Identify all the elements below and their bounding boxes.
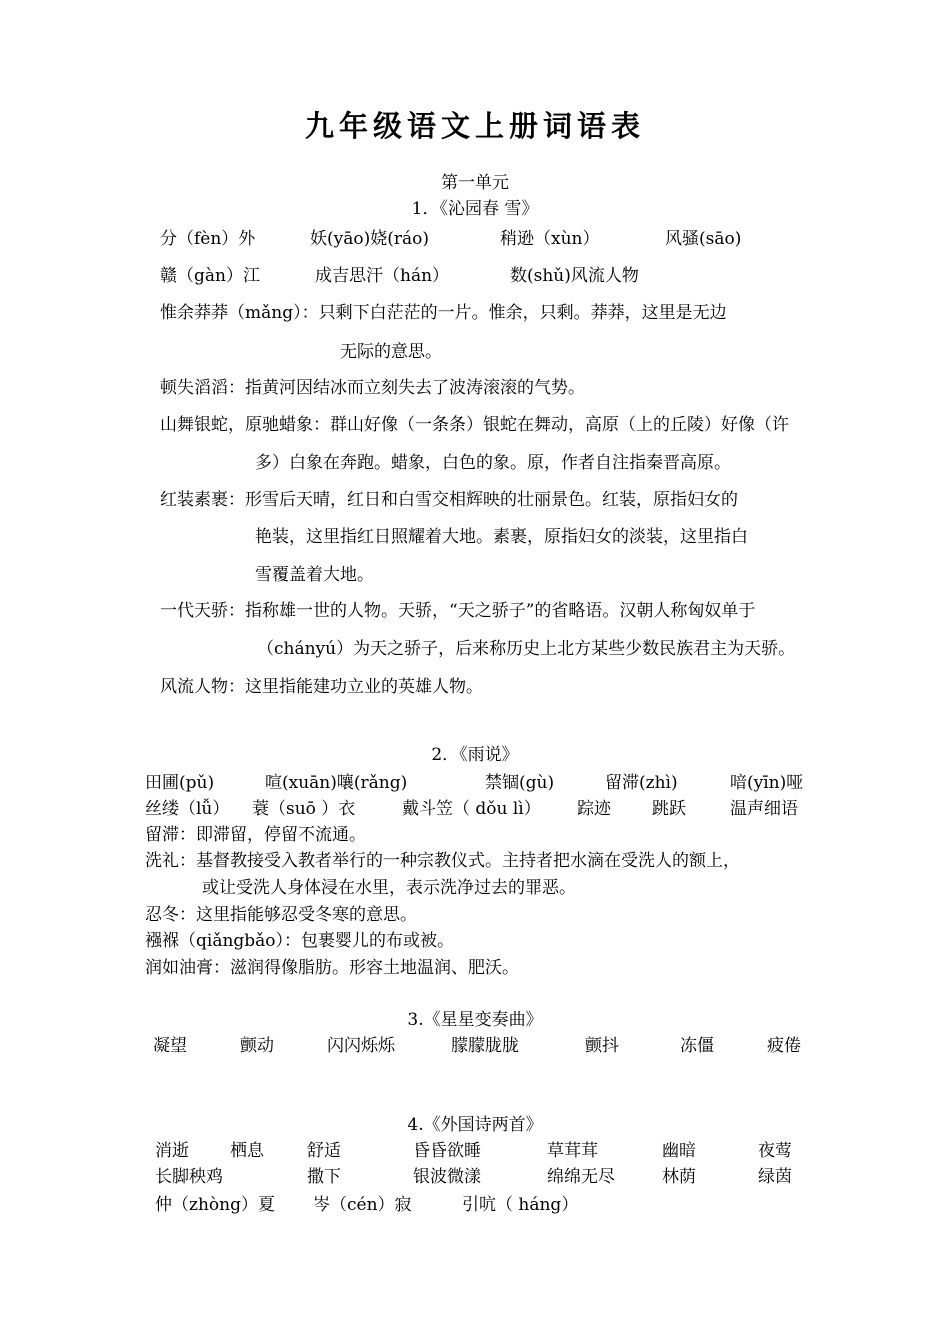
vocab-word: 田圃(pǔ) <box>145 773 215 793</box>
lesson-4-words-row-1 <box>0 1136 950 1160</box>
lesson-1-words-row-1 <box>0 224 950 248</box>
vocab-word: 留滞(zhì) <box>605 773 678 793</box>
lesson-2-words-row-2 <box>0 794 950 818</box>
definition-line: 红装素裹：形雪后天晴，红日和白雪交相辉映的壮丽景色。红装，原指妇女的 <box>160 490 738 510</box>
vocab-word: 仲（zhòng）夏 <box>155 1195 275 1215</box>
vocab-word: 朦朦胧胧 <box>451 1036 519 1056</box>
lesson-4-words-row-3 <box>0 1190 950 1214</box>
definition-line: 山舞银蛇，原驰蜡象：群山好像（一条条）银蛇在舞动，高原（上的丘陵）好像（许 <box>160 415 789 435</box>
lesson-3-heading: 3.《星星变奏曲》 <box>407 1010 543 1030</box>
vocab-word: 禁锢(gù) <box>485 773 555 793</box>
vocab-word: 妖(yāo)娆(ráo) <box>310 229 429 249</box>
definition-line: 风流人物：这里指能建功立业的英雄人物。 <box>160 677 483 697</box>
unit-heading: 第一单元 <box>441 173 509 193</box>
vocab-word: 颤动 <box>240 1036 274 1056</box>
vocab-word: 岑（cén）寂 <box>313 1195 412 1215</box>
vocab-word: 跳跃 <box>652 799 686 819</box>
vocab-word: 昏昏欲睡 <box>413 1141 481 1161</box>
vocab-word: 引吭（ háng） <box>462 1195 579 1215</box>
vocab-word: 蓑（suō ）衣 <box>252 799 356 819</box>
vocab-word: 喑(yīn)哑 <box>730 773 804 793</box>
definition-line: 雪覆盖着大地。 <box>255 565 374 585</box>
lesson-1-words-row-2 <box>0 261 950 285</box>
vocab-word: 林荫 <box>662 1167 696 1187</box>
definition-line: 洗礼：基督教接受入教者举行的一种宗教仪式。主持者把水滴在受洗人的额上， <box>145 851 740 871</box>
definition-line: 或让受洗人身体浸在水里，表示洗净过去的罪恶。 <box>202 878 576 898</box>
vocab-word: 凝望 <box>153 1036 187 1056</box>
vocab-word: 戴斗笠（ dǒu lì） <box>402 799 541 819</box>
vocab-word: 丝缕（lǚ） <box>145 799 230 819</box>
vocab-word: 分（fèn）外 <box>160 229 256 249</box>
lesson-2-words-row-1 <box>0 768 950 792</box>
definition-line: 惟余莽莽（mǎng）：只剩下白茫茫的一片。惟余，只剩。莽莽，这里是无边 <box>160 303 727 323</box>
lesson-3-words-row <box>0 1031 950 1055</box>
vocab-word: 成吉思汗（hán） <box>315 266 450 286</box>
lesson-4-heading: 4.《外国诗两首》 <box>407 1115 543 1135</box>
vocab-word: 舒适 <box>307 1141 341 1161</box>
vocab-word: 稍逊（xùn） <box>500 229 600 249</box>
vocab-word: 绵绵无尽 <box>547 1167 615 1187</box>
vocab-word: 闪闪烁烁 <box>327 1036 395 1056</box>
vocab-word: 颤抖 <box>585 1036 619 1056</box>
vocab-word: 银波微漾 <box>413 1167 481 1187</box>
definition-line: 无际的意思。 <box>340 342 442 362</box>
vocab-word: 消逝 <box>155 1141 189 1161</box>
vocab-word: 疲倦 <box>767 1036 801 1056</box>
definition-line: 一代天骄：指称雄一世的人物。天骄，“天之骄子”的省略语。汉朝人称匈奴单于 <box>160 601 756 621</box>
vocab-word: 长脚秧鸡 <box>155 1167 223 1187</box>
vocab-word: 风骚(sāo) <box>665 229 742 249</box>
vocab-word: 绿茵 <box>758 1167 792 1187</box>
definition-line: 艳装，这里指红日照耀着大地。素裹，原指妇女的淡装，这里指白 <box>255 527 748 547</box>
vocab-word: 数(shǔ)风流人物 <box>510 266 639 286</box>
vocab-word: 夜莺 <box>758 1141 792 1161</box>
vocab-word: 踪迹 <box>577 799 611 819</box>
lesson-4-words-row-2 <box>0 1162 950 1186</box>
vocab-word: 撒下 <box>307 1167 341 1187</box>
vocab-word: 冻僵 <box>680 1036 714 1056</box>
definition-line: 留滞：即滞留，停留不流通。 <box>145 825 366 845</box>
vocab-word: 喧(xuān)嚷(rǎng) <box>265 773 408 793</box>
lesson-2-heading: 2．《雨说》 <box>431 745 519 765</box>
definition-line: 多）白象在奔跑。蜡象，白色的象。原，作者自注指秦晋高原。 <box>255 453 731 473</box>
definition-line: （chányú）为天之骄子，后来称历史上北方某些少数民族君主为天骄。 <box>257 639 796 659</box>
page-title: 九年级语文上册词语表 <box>304 109 645 143</box>
vocab-word: 草茸茸 <box>547 1141 598 1161</box>
definition-line: 顿失滔滔：指黄河因结冰而立刻失去了波涛滚滚的气势。 <box>160 378 585 398</box>
vocab-word: 赣（gàn）江 <box>160 266 260 286</box>
vocab-word: 温声细语 <box>730 799 798 819</box>
vocab-word: 幽暗 <box>662 1141 696 1161</box>
lesson-1-heading: 1．《沁园春 雪》 <box>411 199 539 219</box>
vocab-word: 栖息 <box>230 1141 264 1161</box>
definition-line: 襁褓（qiǎngbǎo）：包裹婴儿的布或被。 <box>145 931 455 951</box>
definition-line: 润如油膏：滋润得像脂肪。形容土地温润、肥沃。 <box>145 958 519 978</box>
definition-line: 忍冬：这里指能够忍受冬寒的意思。 <box>145 905 417 925</box>
